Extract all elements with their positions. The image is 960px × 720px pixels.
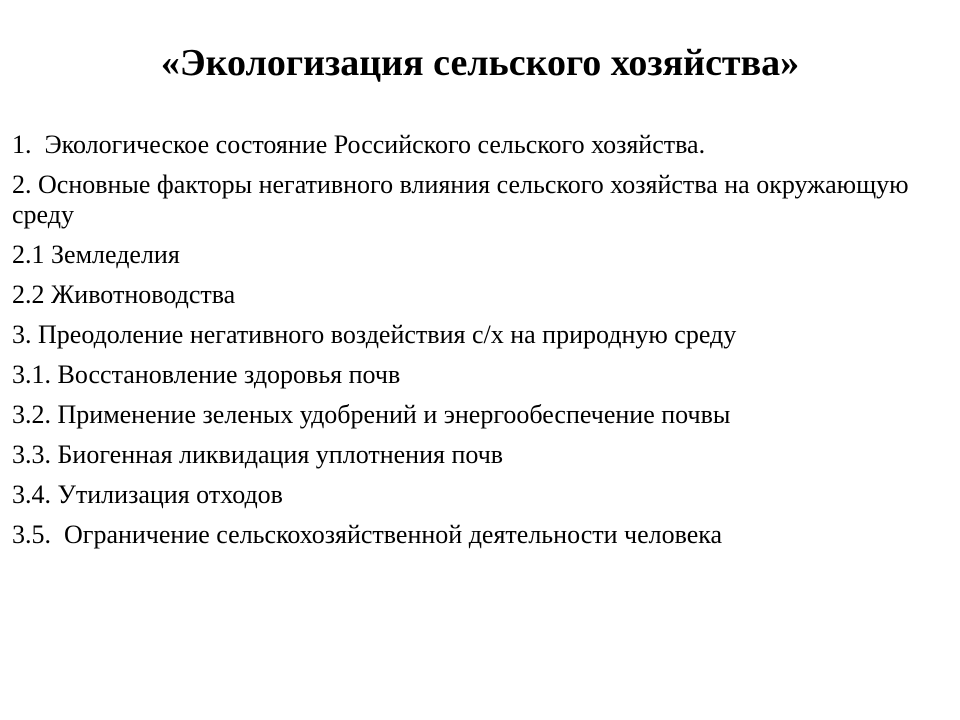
outline-list [12,130,942,560]
outline-item-3-4: 3.4. Утилизация отходов [12,480,283,509]
outline-item-1: 1. Экологическое состояние Российского сельского хозяйства. [12,130,706,159]
outline-item-3-1: 3.1. Восстановление здоровья почв [12,360,401,389]
outline-item-3: 3. Преодоление негативного воздействия с/х на природную среду [12,320,737,349]
outline-item-2: 2. Основные факторы негативного влияния сельского хозяйства на окружающую среду [12,170,916,229]
slide-title: «Экологизация сельского хозяйства» [160,42,800,84]
outline-item-3-3: 3.3. Биогенная ликвидация уплотнения почв [12,440,504,469]
outline-item-2-1: 2.1 Земледелия [12,240,180,269]
outline-item-2-2: 2.2 Животноводства [12,280,236,309]
outline-item-3-2: 3.2. Применение зеленых удобрений и энергообеспечение почвы [12,400,731,429]
outline-item-3-5: 3.5. Ограничение сельскохозяйственной деятельности человека [12,520,723,549]
